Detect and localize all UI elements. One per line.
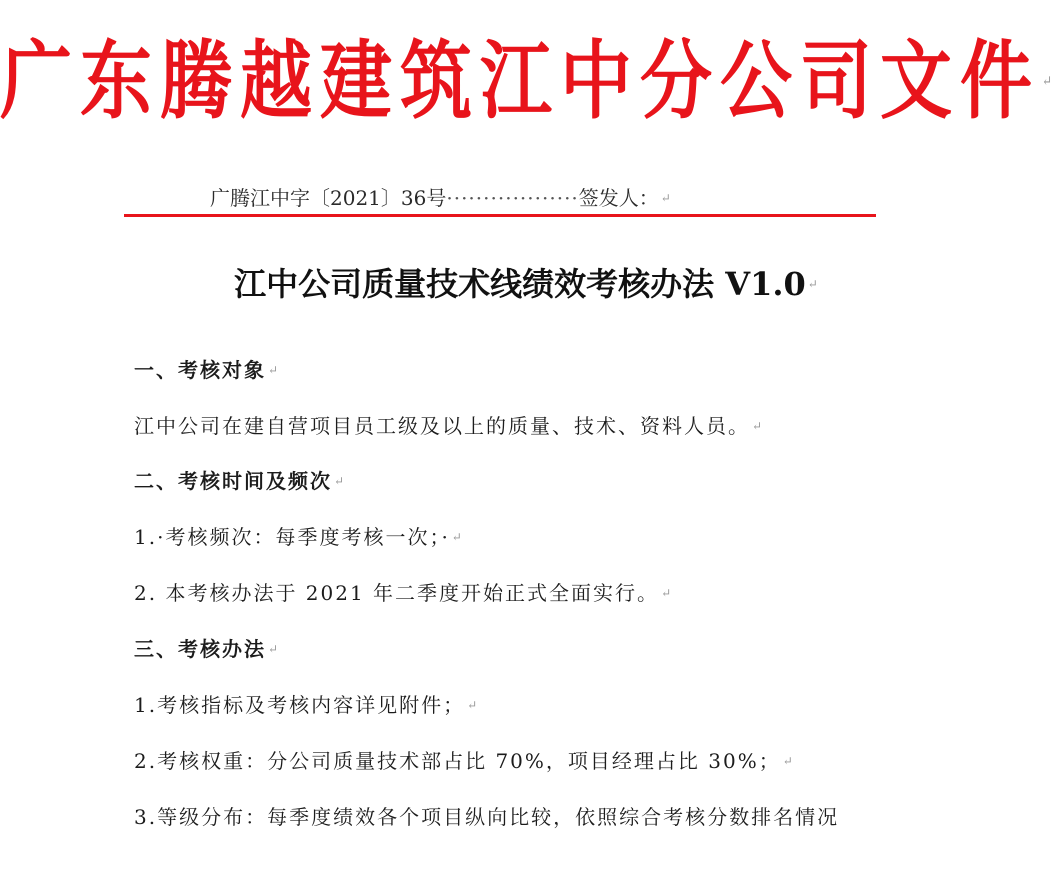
leader-dots: ·················· [446, 186, 579, 210]
list-item [134, 747, 793, 775]
header-divider-line [124, 214, 876, 217]
section-heading-3 [134, 635, 278, 663]
list-item-text: 2.考核权重：分公司质量技术部占比 70%，项目经理占比 30%； [134, 749, 781, 773]
paragraph-mark-icon: ↵ [467, 698, 478, 712]
paragraph-mark-icon: ↵ [661, 586, 672, 600]
list-item-text: 1.考核指标及考核内容详见附件； [134, 693, 466, 717]
document-title [0, 262, 1052, 306]
paragraph-mark-icon: ↵ [752, 419, 763, 433]
section-heading-2 [134, 467, 344, 495]
list-item [134, 579, 671, 607]
list-item [134, 803, 839, 831]
document-title-text: 江中公司质量技术线绩效考核办法 V1.0 [234, 265, 806, 303]
paragraph-mark-icon: ↵ [782, 754, 793, 768]
paragraph-mark-icon: ↵ [268, 363, 279, 377]
paragraph-text: 江中公司在建自营项目员工级及以上的质量、技术、资料人员。 [134, 414, 750, 438]
header-title-text: 广东腾越建筑江中分公司文件 [0, 30, 1041, 131]
paragraph-mark-icon: ↵ [660, 191, 671, 205]
list-item-text: 2. 本考核办法于 2021 年二季度开始正式全面实行。 [134, 581, 660, 605]
list-item [134, 523, 462, 551]
paragraph-mark-icon: ↵ [1042, 72, 1052, 90]
list-item-text: 1.·考核频次：每季度考核一次；· [134, 525, 450, 549]
document-number-line [210, 184, 671, 212]
section-heading-text: 二、考核时间及频次 [134, 469, 332, 493]
document-number: 广腾江中字〔2021〕36号 [210, 186, 447, 210]
paragraph [134, 412, 762, 440]
paragraph-mark-icon: ↵ [268, 642, 279, 656]
section-heading-text: 一、考核对象 [134, 358, 266, 382]
signer-label: 签发人： [578, 186, 659, 210]
list-item [134, 691, 477, 719]
section-heading-1 [134, 356, 278, 384]
paragraph-mark-icon: ↵ [451, 530, 462, 544]
paragraph-mark-icon: ↵ [807, 277, 818, 291]
section-heading-text: 三、考核办法 [134, 637, 266, 661]
document-header-title [0, 22, 1052, 140]
list-item-text: 3.等级分布：每季度绩效各个项目纵向比较，依照综合考核分数排名情况 [134, 805, 840, 829]
paragraph-mark-icon: ↵ [334, 474, 345, 488]
